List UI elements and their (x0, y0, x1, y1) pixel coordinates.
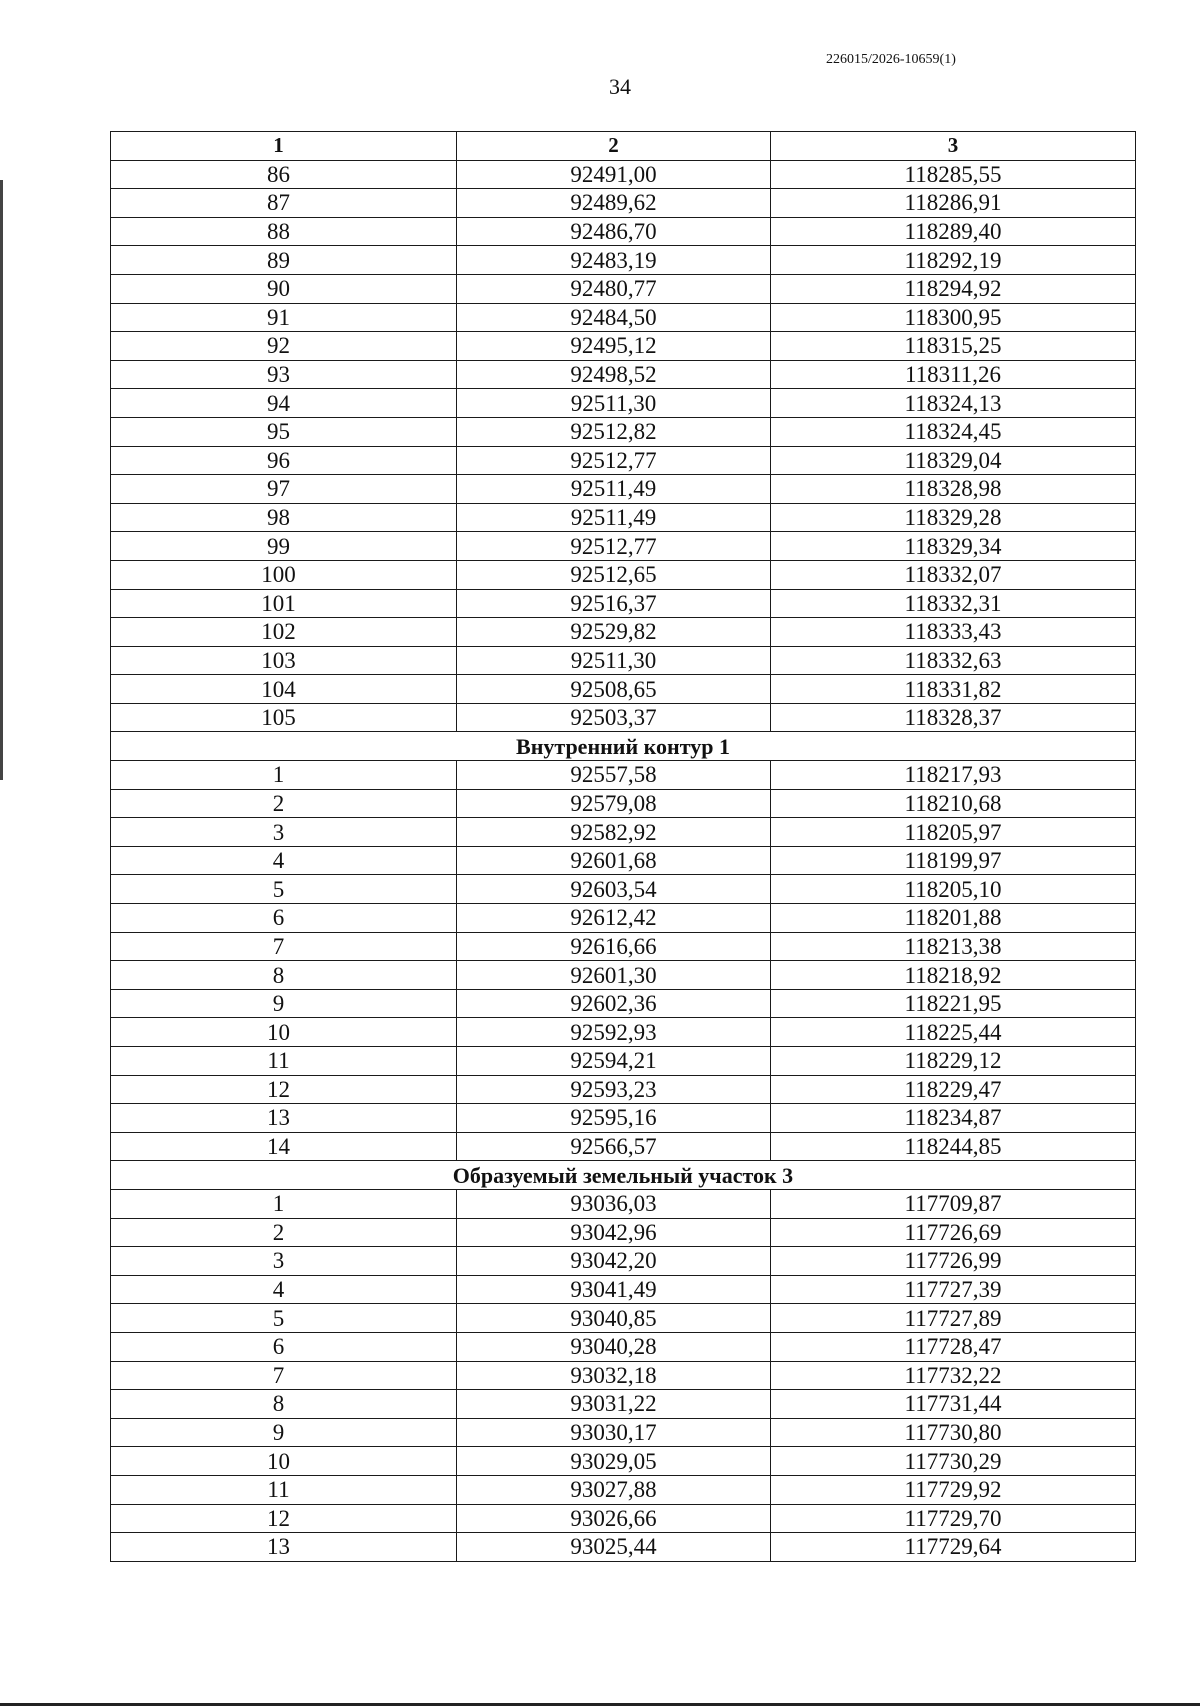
y-coordinate-cell: 118328,98 (771, 475, 1136, 504)
x-coordinate-cell: 92511,49 (457, 503, 771, 532)
table-row (111, 560, 1136, 589)
column-header-3: 3 (771, 132, 1136, 161)
point-number-cell: 10 (111, 1018, 457, 1047)
table-row (111, 246, 1136, 275)
table-row (111, 1018, 1136, 1047)
point-number-cell: 92 (111, 332, 457, 361)
table-row (111, 475, 1136, 504)
point-number-cell: 93 (111, 360, 457, 389)
x-coordinate-cell: 93041,49 (457, 1275, 771, 1304)
y-coordinate-cell: 118210,68 (771, 789, 1136, 818)
table-row (111, 1533, 1136, 1562)
table-row (111, 189, 1136, 218)
x-coordinate-cell: 92511,30 (457, 646, 771, 675)
table-row (111, 761, 1136, 790)
y-coordinate-cell: 118285,55 (771, 160, 1136, 189)
y-coordinate-cell: 118217,93 (771, 761, 1136, 790)
x-coordinate-cell: 92508,65 (457, 675, 771, 704)
x-coordinate-cell: 92612,42 (457, 904, 771, 933)
y-coordinate-cell: 118205,97 (771, 818, 1136, 847)
point-number-cell: 3 (111, 818, 457, 847)
x-coordinate-cell: 93032,18 (457, 1361, 771, 1390)
point-number-cell: 1 (111, 1189, 457, 1218)
y-coordinate-cell: 117729,92 (771, 1475, 1136, 1504)
point-number-cell: 9 (111, 989, 457, 1018)
x-coordinate-cell: 93030,17 (457, 1418, 771, 1447)
point-number-cell: 2 (111, 789, 457, 818)
point-number-cell: 105 (111, 703, 457, 732)
table-row (111, 646, 1136, 675)
point-number-cell: 7 (111, 1361, 457, 1390)
y-coordinate-cell: 117729,70 (771, 1504, 1136, 1533)
table-row (111, 1447, 1136, 1476)
y-coordinate-cell: 117709,87 (771, 1189, 1136, 1218)
y-coordinate-cell: 118229,47 (771, 1075, 1136, 1104)
y-coordinate-cell: 118332,07 (771, 560, 1136, 589)
y-coordinate-cell: 118331,82 (771, 675, 1136, 704)
y-coordinate-cell: 118324,13 (771, 389, 1136, 418)
x-coordinate-cell: 92529,82 (457, 618, 771, 647)
point-number-cell: 96 (111, 446, 457, 475)
point-number-cell: 1 (111, 761, 457, 790)
point-number-cell: 4 (111, 846, 457, 875)
table-row (111, 1475, 1136, 1504)
point-number-cell: 9 (111, 1418, 457, 1447)
x-coordinate-cell: 92512,82 (457, 417, 771, 446)
x-coordinate-cell: 92557,58 (457, 761, 771, 790)
point-number-cell: 86 (111, 160, 457, 189)
table-row (111, 932, 1136, 961)
table-row (111, 389, 1136, 418)
point-number-cell: 103 (111, 646, 457, 675)
y-coordinate-cell: 118199,97 (771, 846, 1136, 875)
table-row (111, 818, 1136, 847)
table-row (111, 1132, 1136, 1161)
point-number-cell: 12 (111, 1075, 457, 1104)
x-coordinate-cell: 92512,77 (457, 532, 771, 561)
table-row (111, 1218, 1136, 1247)
y-coordinate-cell: 118328,37 (771, 703, 1136, 732)
column-header-1: 1 (111, 132, 457, 161)
x-coordinate-cell: 92512,65 (457, 560, 771, 589)
table-row (111, 1418, 1136, 1447)
scan-edge-mark (0, 180, 3, 780)
y-coordinate-cell: 117726,69 (771, 1218, 1136, 1247)
table-row (111, 618, 1136, 647)
point-number-cell: 5 (111, 1304, 457, 1333)
table-row (111, 360, 1136, 389)
y-coordinate-cell: 118329,28 (771, 503, 1136, 532)
table-row (111, 961, 1136, 990)
table-row (111, 446, 1136, 475)
point-number-cell: 95 (111, 417, 457, 446)
x-coordinate-cell: 92503,37 (457, 703, 771, 732)
point-number-cell: 104 (111, 675, 457, 704)
x-coordinate-cell: 92483,19 (457, 246, 771, 275)
table-row (111, 989, 1136, 1018)
y-coordinate-cell: 118289,40 (771, 217, 1136, 246)
table-row (111, 875, 1136, 904)
y-coordinate-cell: 117731,44 (771, 1390, 1136, 1419)
x-coordinate-cell: 92592,93 (457, 1018, 771, 1047)
x-coordinate-cell: 93040,85 (457, 1304, 771, 1333)
table-row (111, 503, 1136, 532)
y-coordinate-cell: 118300,95 (771, 303, 1136, 332)
x-coordinate-cell: 92516,37 (457, 589, 771, 618)
x-coordinate-cell: 93040,28 (457, 1332, 771, 1361)
section-heading-row (111, 1161, 1136, 1190)
point-number-cell: 5 (111, 875, 457, 904)
x-coordinate-cell: 93026,66 (457, 1504, 771, 1533)
y-coordinate-cell: 117730,80 (771, 1418, 1136, 1447)
table-row (111, 1304, 1136, 1333)
x-coordinate-cell: 93031,22 (457, 1390, 771, 1419)
table-row (111, 1104, 1136, 1133)
x-coordinate-cell: 92594,21 (457, 1047, 771, 1076)
table-row (111, 1504, 1136, 1533)
table-row (111, 1361, 1136, 1390)
y-coordinate-cell: 118315,25 (771, 332, 1136, 361)
point-number-cell: 99 (111, 532, 457, 561)
document-number: 226015/2026-10659(1) (826, 52, 956, 67)
y-coordinate-cell: 118218,92 (771, 961, 1136, 990)
point-number-cell: 90 (111, 274, 457, 303)
x-coordinate-cell: 93042,96 (457, 1218, 771, 1247)
point-number-cell: 91 (111, 303, 457, 332)
page-number: 34 (609, 74, 631, 99)
table-row (111, 789, 1136, 818)
point-number-cell: 89 (111, 246, 457, 275)
table-header-row (111, 132, 1136, 161)
y-coordinate-cell: 117726,99 (771, 1247, 1136, 1276)
table-row (111, 160, 1136, 189)
y-coordinate-cell: 118286,91 (771, 189, 1136, 218)
x-coordinate-cell: 92601,30 (457, 961, 771, 990)
x-coordinate-cell: 92603,54 (457, 875, 771, 904)
y-coordinate-cell: 118332,31 (771, 589, 1136, 618)
x-coordinate-cell: 93025,44 (457, 1533, 771, 1562)
y-coordinate-cell: 118244,85 (771, 1132, 1136, 1161)
point-number-cell: 88 (111, 217, 457, 246)
point-number-cell: 87 (111, 189, 457, 218)
y-coordinate-cell: 118229,12 (771, 1047, 1136, 1076)
y-coordinate-cell: 118324,45 (771, 417, 1136, 446)
point-number-cell: 101 (111, 589, 457, 618)
coordinates-table-body (111, 132, 1136, 1562)
y-coordinate-cell: 118294,92 (771, 274, 1136, 303)
table-row (111, 589, 1136, 618)
x-coordinate-cell: 92602,36 (457, 989, 771, 1018)
coordinates-table (110, 131, 1136, 1562)
point-number-cell: 94 (111, 389, 457, 418)
y-coordinate-cell: 118329,34 (771, 532, 1136, 561)
point-number-cell: 11 (111, 1475, 457, 1504)
table-row (111, 1332, 1136, 1361)
y-coordinate-cell: 118311,26 (771, 360, 1136, 389)
y-coordinate-cell: 117727,89 (771, 1304, 1136, 1333)
table-row (111, 332, 1136, 361)
x-coordinate-cell: 92579,08 (457, 789, 771, 818)
x-coordinate-cell: 92489,62 (457, 189, 771, 218)
x-coordinate-cell: 92601,68 (457, 846, 771, 875)
point-number-cell: 6 (111, 904, 457, 933)
x-coordinate-cell: 92512,77 (457, 446, 771, 475)
y-coordinate-cell: 118213,38 (771, 932, 1136, 961)
point-number-cell: 8 (111, 961, 457, 990)
x-coordinate-cell: 92566,57 (457, 1132, 771, 1161)
point-number-cell: 11 (111, 1047, 457, 1076)
table-row (111, 1075, 1136, 1104)
table-row (111, 1189, 1136, 1218)
point-number-cell: 10 (111, 1447, 457, 1476)
table-row (111, 274, 1136, 303)
y-coordinate-cell: 117732,22 (771, 1361, 1136, 1390)
y-coordinate-cell: 117730,29 (771, 1447, 1136, 1476)
point-number-cell: 3 (111, 1247, 457, 1276)
x-coordinate-cell: 92511,49 (457, 475, 771, 504)
table-row (111, 675, 1136, 704)
section-heading: Образуемый земельный участок 3 (111, 1161, 1136, 1190)
section-heading: Внутренний контур 1 (111, 732, 1136, 761)
point-number-cell: 4 (111, 1275, 457, 1304)
point-number-cell: 97 (111, 475, 457, 504)
x-coordinate-cell: 92511,30 (457, 389, 771, 418)
y-coordinate-cell: 118221,95 (771, 989, 1136, 1018)
x-coordinate-cell: 92495,12 (457, 332, 771, 361)
y-coordinate-cell: 117727,39 (771, 1275, 1136, 1304)
x-coordinate-cell: 92480,77 (457, 274, 771, 303)
table-row (111, 1275, 1136, 1304)
point-number-cell: 2 (111, 1218, 457, 1247)
point-number-cell: 13 (111, 1533, 457, 1562)
x-coordinate-cell: 92491,00 (457, 160, 771, 189)
point-number-cell: 12 (111, 1504, 457, 1533)
point-number-cell: 14 (111, 1132, 457, 1161)
point-number-cell: 6 (111, 1332, 457, 1361)
table-row (111, 703, 1136, 732)
section-heading-row (111, 732, 1136, 761)
point-number-cell: 98 (111, 503, 457, 532)
table-row (111, 417, 1136, 446)
x-coordinate-cell: 92486,70 (457, 217, 771, 246)
x-coordinate-cell: 93029,05 (457, 1447, 771, 1476)
point-number-cell: 7 (111, 932, 457, 961)
table-row (111, 217, 1136, 246)
y-coordinate-cell: 118333,43 (771, 618, 1136, 647)
table-row (111, 532, 1136, 561)
y-coordinate-cell: 118329,04 (771, 446, 1136, 475)
point-number-cell: 8 (111, 1390, 457, 1419)
point-number-cell: 13 (111, 1104, 457, 1133)
x-coordinate-cell: 93027,88 (457, 1475, 771, 1504)
table-row (111, 1247, 1136, 1276)
x-coordinate-cell: 93042,20 (457, 1247, 771, 1276)
table-row (111, 904, 1136, 933)
y-coordinate-cell: 118201,88 (771, 904, 1136, 933)
y-coordinate-cell: 118234,87 (771, 1104, 1136, 1133)
y-coordinate-cell: 118332,63 (771, 646, 1136, 675)
x-coordinate-cell: 92582,92 (457, 818, 771, 847)
table-row (111, 846, 1136, 875)
y-coordinate-cell: 117729,64 (771, 1533, 1136, 1562)
x-coordinate-cell: 92593,23 (457, 1075, 771, 1104)
x-coordinate-cell: 93036,03 (457, 1189, 771, 1218)
table-row (111, 1390, 1136, 1419)
point-number-cell: 100 (111, 560, 457, 589)
y-coordinate-cell: 117728,47 (771, 1332, 1136, 1361)
y-coordinate-cell: 118225,44 (771, 1018, 1136, 1047)
x-coordinate-cell: 92595,16 (457, 1104, 771, 1133)
point-number-cell: 102 (111, 618, 457, 647)
x-coordinate-cell: 92498,52 (457, 360, 771, 389)
x-coordinate-cell: 92616,66 (457, 932, 771, 961)
x-coordinate-cell: 92484,50 (457, 303, 771, 332)
column-header-2: 2 (457, 132, 771, 161)
y-coordinate-cell: 118292,19 (771, 246, 1136, 275)
table-row (111, 303, 1136, 332)
y-coordinate-cell: 118205,10 (771, 875, 1136, 904)
table-row (111, 1047, 1136, 1076)
